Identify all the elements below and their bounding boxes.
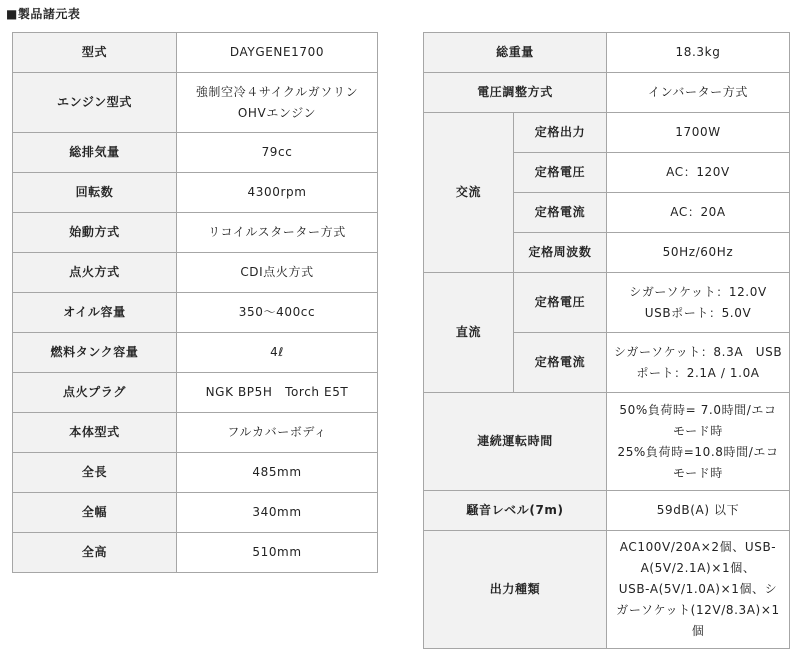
spec-row (13, 493, 378, 533)
spec-row (13, 373, 378, 413)
spec-row-noise (424, 491, 790, 531)
spec-value: AC：120V (607, 153, 790, 193)
spec-label: 総排気量 (13, 133, 177, 173)
spec-sublabel: 定格電流 (514, 193, 607, 233)
spec-group-label-ac: 交流 (424, 113, 514, 273)
spec-sublabel: 定格周波数 (514, 233, 607, 273)
spec-value: 4ℓ (177, 333, 378, 373)
spec-row (13, 533, 378, 573)
spec-value: NGK BP5H Torch E5T (177, 373, 378, 413)
spec-value: 18.3kg (607, 33, 790, 73)
spec-label: 型式 (13, 33, 177, 73)
spec-row (13, 133, 378, 173)
spec-row (13, 413, 378, 453)
spec-value: 1700W (607, 113, 790, 153)
spec-label: 本体型式 (13, 413, 177, 453)
spec-label: 連続運転時間 (424, 393, 607, 491)
spec-row-voltage-regulation (424, 73, 790, 113)
spec-row (13, 253, 378, 293)
spec-value: シガーソケット：12.0V USBポート：5.0V (607, 273, 790, 333)
spec-label: 電圧調整方式 (424, 73, 607, 113)
spec-value: 59dB(A) 以下 (607, 491, 790, 531)
spec-label: 騒音レベル(7m) (424, 491, 607, 531)
spec-value: 50Hz/60Hz (607, 233, 790, 273)
spec-label: 始動方式 (13, 213, 177, 253)
spec-value: AC：20A (607, 193, 790, 233)
spec-row-ac-output (424, 113, 790, 153)
spec-row (13, 333, 378, 373)
spec-row (13, 173, 378, 213)
spec-sublabel: 定格出力 (514, 113, 607, 153)
spec-value: シガーソケット：8.3A USB ポート：2.1A / 1.0A (607, 333, 790, 393)
spec-row (13, 213, 378, 253)
spec-label: 全幅 (13, 493, 177, 533)
spec-label: 出力種類 (424, 531, 607, 649)
spec-sublabel: 定格電圧 (514, 273, 607, 333)
spec-value: 340mm (177, 493, 378, 533)
spec-table-left (12, 32, 378, 573)
spec-label: エンジン型式 (13, 73, 177, 133)
spec-group-label-dc: 直流 (424, 273, 514, 393)
spec-row-dc-voltage (424, 273, 790, 333)
spec-value: インバーター方式 (607, 73, 790, 113)
spec-value: リコイルスターター方式 (177, 213, 378, 253)
spec-row-total-weight (424, 33, 790, 73)
spec-value: フルカバーボディ (177, 413, 378, 453)
spec-label: 点火方式 (13, 253, 177, 293)
spec-label: 回転数 (13, 173, 177, 213)
spec-row-continuous-run (424, 393, 790, 491)
spec-value: DAYGENE1700 (177, 33, 378, 73)
spec-label: オイル容量 (13, 293, 177, 333)
spec-sublabel: 定格電流 (514, 333, 607, 393)
spec-label: 全長 (13, 453, 177, 493)
spec-row (13, 453, 378, 493)
spec-value: 350〜400cc (177, 293, 378, 333)
spec-row (13, 33, 378, 73)
spec-value: 4300rpm (177, 173, 378, 213)
spec-sublabel: 定格電圧 (514, 153, 607, 193)
spec-row-outputs (424, 531, 790, 649)
spec-value: AC100V/20A×2個、USB- A(5V/2.1A)×1個、 USB-A(5V/1.0A)×1個、シ ガーソケット(12V/8.3A)×1 個 (607, 531, 790, 649)
spec-value: CDI点火方式 (177, 253, 378, 293)
spec-value: 79cc (177, 133, 378, 173)
spec-label: 総重量 (424, 33, 607, 73)
spec-table-right (423, 32, 790, 649)
spec-value: 510mm (177, 533, 378, 573)
spec-value: 485mm (177, 453, 378, 493)
spec-label: 全高 (13, 533, 177, 573)
spec-value: 50%負荷時= 7.0時間/エコ モード時 25%負荷時=10.8時間/エコ モード時 (607, 393, 790, 491)
spec-row (13, 73, 378, 133)
spec-table-left-body (13, 33, 378, 573)
spec-label: 燃料タンク容量 (13, 333, 177, 373)
spec-label: 点火プラグ (13, 373, 177, 413)
page-heading: ■製品諸元表 (6, 7, 81, 21)
spec-value: 強制空冷４サイクルガソリン OHVエンジン (177, 73, 378, 133)
spec-row (13, 293, 378, 333)
